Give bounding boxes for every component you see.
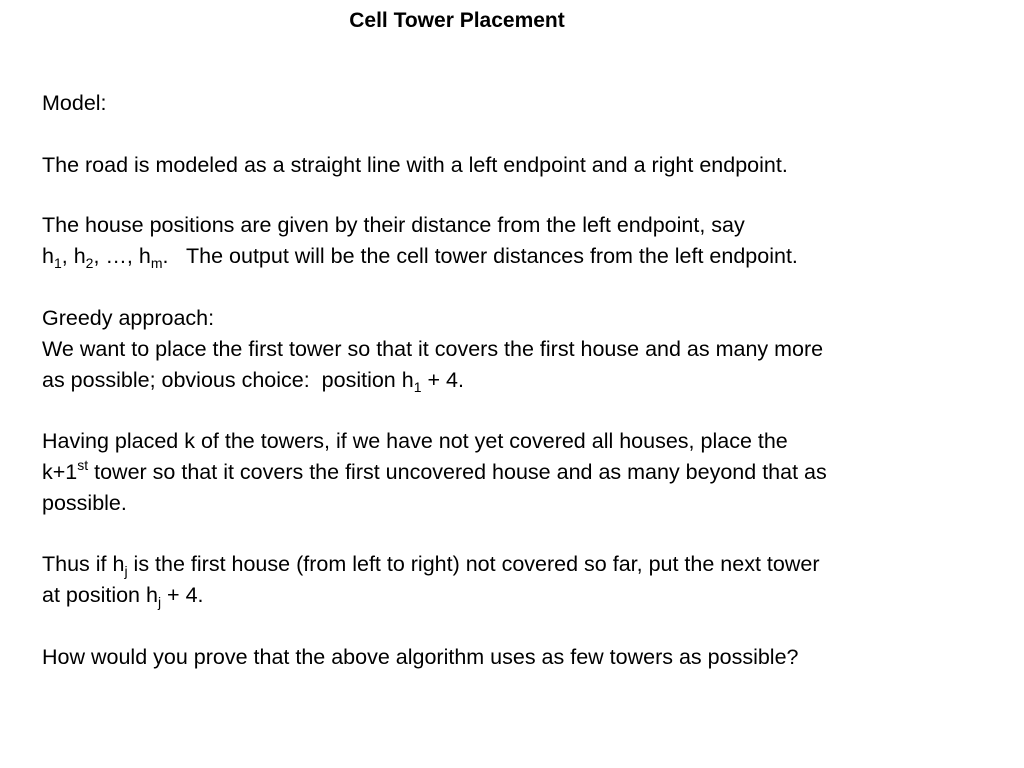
text-fragment: h bbox=[42, 244, 54, 268]
text-fragment: + 4. bbox=[161, 583, 204, 607]
subscript: 2 bbox=[85, 255, 94, 271]
thus-line-2 bbox=[42, 582, 204, 608]
house-positions-line-1: The house positions are given by their distance from the left endpoint, say bbox=[42, 213, 745, 237]
road-description: The road is modeled as a straight line with a left endpoint and a right endpoint. bbox=[42, 153, 788, 177]
subscript: 1 bbox=[53, 255, 62, 271]
placed-line-1: Having placed k of the towers, if we have not yet covered all houses, place the bbox=[42, 429, 788, 453]
text-fragment: . The output will be the cell tower distances from the left endpoint. bbox=[162, 244, 798, 268]
thus-line-1 bbox=[42, 551, 819, 577]
subscript: 1 bbox=[413, 379, 422, 395]
text-fragment: tower so that it covers the first uncovered house and as many beyond that as bbox=[88, 460, 827, 484]
house-positions-line-2 bbox=[42, 243, 798, 269]
subscript: j bbox=[124, 563, 128, 579]
text-fragment: is the first house (from left to right) not covered so far, put the next tower bbox=[127, 552, 820, 576]
subscript: m bbox=[150, 255, 163, 271]
placed-line-2 bbox=[42, 459, 827, 485]
text-fragment: + 4. bbox=[421, 368, 464, 392]
text-fragment: Thus if h bbox=[42, 552, 125, 576]
text-fragment: at position h bbox=[42, 583, 158, 607]
closing-question: How would you prove that the above algorithm uses as few towers as possible? bbox=[42, 645, 799, 669]
greedy-line-2 bbox=[42, 367, 464, 393]
text-fragment: as possible; obvious choice: position h bbox=[42, 368, 414, 392]
greedy-line-1: We want to place the first tower so that it covers the first house and as many more bbox=[42, 337, 824, 361]
model-heading: Model: bbox=[42, 91, 107, 115]
greedy-heading: Greedy approach: bbox=[42, 306, 215, 330]
slide-title: Cell Tower Placement bbox=[349, 9, 565, 32]
placed-line-3: possible. bbox=[42, 491, 127, 515]
text-fragment: , …, h bbox=[93, 244, 151, 268]
superscript: st bbox=[77, 457, 89, 473]
text-fragment: , h bbox=[61, 244, 86, 268]
text-fragment: k+1 bbox=[42, 460, 78, 484]
subscript: j bbox=[157, 594, 162, 610]
